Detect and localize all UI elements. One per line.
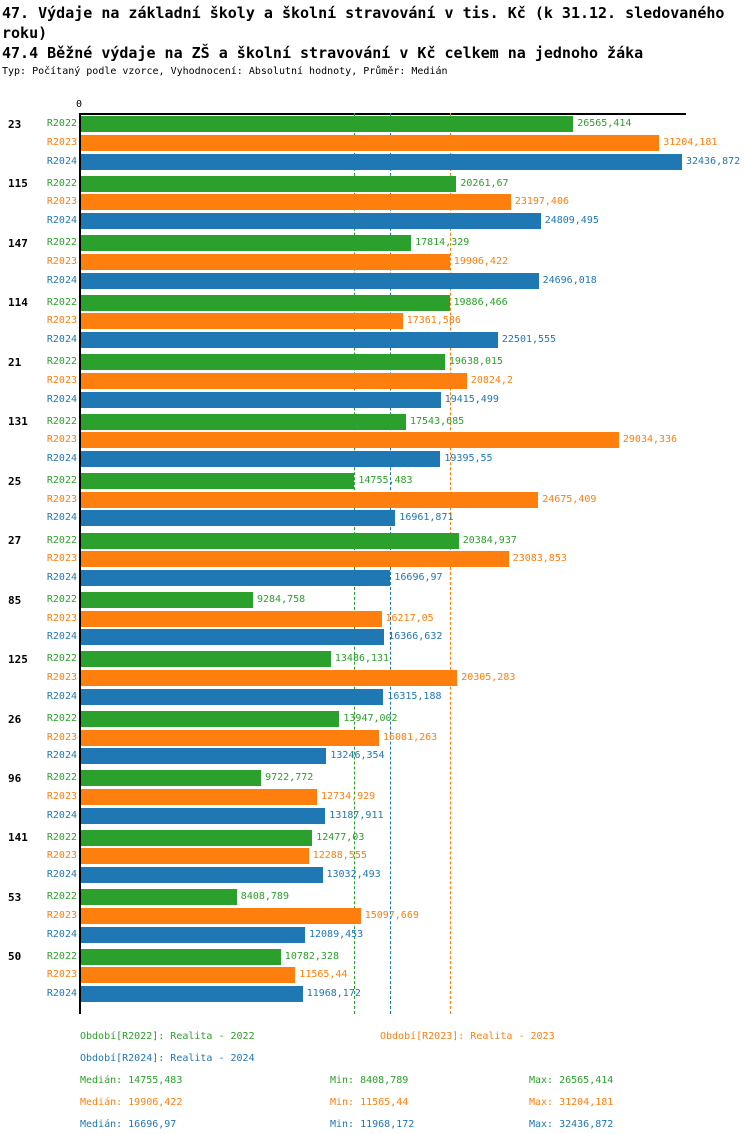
category-label: 147 — [8, 236, 28, 250]
value-label: 17814,329 — [415, 237, 470, 249]
stat-median-R2022: Medián: 14755,483 — [80, 1075, 183, 1086]
value-label: 8408,789 — [240, 891, 289, 903]
bar-R2024 — [81, 808, 325, 824]
series-label: R2023 — [46, 255, 77, 267]
series-label: R2023 — [46, 137, 77, 149]
bar-row — [0, 806, 750, 825]
category-label: 96 — [8, 771, 22, 785]
bar-R2024 — [81, 273, 539, 289]
stat-min-R2022: Min: 8408,789 — [330, 1075, 409, 1086]
value-label: 26565,414 — [577, 118, 632, 130]
value-label: 20824,2 — [470, 374, 513, 386]
series-label: R2023 — [46, 612, 77, 624]
stat-median-R2023: Medián: 19906,422 — [80, 1097, 183, 1108]
bar-R2023 — [81, 908, 361, 924]
stat-median-R2024: Medián: 16696,97 — [80, 1119, 177, 1130]
bar-row — [0, 353, 750, 372]
category-label: 115 — [8, 177, 28, 191]
value-label: 17543,685 — [410, 415, 465, 427]
bar-row — [0, 985, 750, 1004]
bar-row — [0, 174, 750, 193]
bar-R2024 — [81, 986, 303, 1002]
bar-R2024 — [81, 570, 390, 586]
bar-group — [0, 591, 750, 647]
bar-row — [0, 866, 750, 885]
bar-row — [0, 271, 750, 290]
bar-row — [0, 687, 750, 706]
value-label: 24696,018 — [542, 274, 597, 286]
series-label: R2023 — [46, 791, 77, 803]
bar-row — [0, 293, 750, 312]
bar-R2023 — [81, 848, 309, 864]
bar-R2024 — [81, 451, 440, 467]
series-label: R2024 — [46, 690, 77, 702]
value-label: 13246,354 — [330, 750, 385, 762]
bar-group — [0, 710, 750, 766]
bar-row — [0, 115, 750, 134]
bar-chart — [0, 99, 750, 1018]
bar-R2024 — [81, 392, 441, 408]
bar-row — [0, 431, 750, 450]
bar-R2023 — [81, 492, 538, 508]
bar-R2024 — [81, 927, 305, 943]
series-label: R2024 — [46, 809, 77, 821]
value-label: 23197,406 — [514, 196, 569, 208]
series-label: R2023 — [46, 434, 77, 446]
category-label: 53 — [8, 890, 22, 904]
category-label: 26 — [8, 712, 22, 726]
value-label: 31204,181 — [663, 137, 718, 149]
series-label: R2022 — [46, 237, 77, 249]
category-label: 27 — [8, 534, 22, 548]
bar-R2024 — [81, 213, 541, 229]
legend-item-R2024: Období[R2024]: Realita - 2024 — [80, 1053, 255, 1064]
value-label: 16696,97 — [394, 571, 443, 583]
bar-row — [0, 331, 750, 350]
bar-row — [0, 947, 750, 966]
series-label: R2024 — [46, 393, 77, 405]
bar-R2024 — [81, 629, 384, 645]
bar-group — [0, 234, 750, 290]
bar-R2024 — [81, 689, 383, 705]
series-label: R2024 — [46, 215, 77, 227]
bar-row — [0, 888, 750, 907]
bar-R2023 — [81, 373, 467, 389]
x-axis-zero-label: 0 — [76, 99, 83, 110]
bar-row — [0, 212, 750, 231]
bar-row — [0, 390, 750, 409]
value-label: 12089,453 — [309, 928, 364, 940]
category-label: 114 — [8, 296, 28, 310]
chart-legend — [0, 1031, 750, 1075]
bar-row — [0, 412, 750, 431]
bar-R2022 — [81, 235, 411, 251]
bar-row — [0, 569, 750, 588]
series-label: R2023 — [46, 731, 77, 743]
series-label: R2022 — [46, 177, 77, 189]
bar-row — [0, 509, 750, 528]
category-label: 23 — [8, 118, 22, 131]
stat-max-R2024: Max: 32436,872 — [529, 1119, 614, 1130]
report-meta: Typ: Počítaný podle vzorce, Vyhodnocení: Absolutní hodnoty, Průměr: Medián — [2, 66, 448, 77]
series-label: R2022 — [46, 891, 77, 903]
bar-R2022 — [81, 592, 253, 608]
series-label: R2023 — [46, 672, 77, 684]
category-label: 85 — [8, 593, 22, 607]
series-label: R2024 — [46, 334, 77, 346]
bar-R2023 — [81, 967, 295, 983]
bar-R2023 — [81, 551, 509, 567]
series-label: R2023 — [46, 493, 77, 505]
series-label: R2022 — [46, 534, 77, 546]
series-label: R2023 — [46, 969, 77, 981]
bar-R2022 — [81, 533, 459, 549]
bar-row — [0, 728, 750, 747]
bar-group — [0, 174, 750, 230]
legend-item-R2023: Období[R2023]: Realita - 2023 — [380, 1031, 555, 1042]
category-label: 25 — [8, 474, 22, 488]
series-label: R2022 — [46, 593, 77, 605]
value-label: 24809,495 — [544, 215, 599, 227]
bar-row — [0, 650, 750, 669]
value-label: 20384,937 — [462, 534, 517, 546]
bar-R2023 — [81, 135, 659, 151]
bar-group — [0, 828, 750, 884]
value-label: 13486,131 — [334, 653, 390, 665]
value-label: 22501,555 — [501, 334, 557, 346]
stat-max-R2023: Max: 31204,181 — [529, 1097, 614, 1108]
series-label: R2023 — [46, 553, 77, 565]
value-label: 13947,002 — [343, 712, 398, 724]
chart-stats — [0, 1075, 750, 1134]
bar-R2022 — [81, 949, 281, 965]
bar-R2022 — [81, 830, 312, 846]
bar-group — [0, 531, 750, 587]
bar-row — [0, 828, 750, 847]
bar-R2022 — [81, 651, 331, 667]
value-label: 20305,283 — [461, 672, 516, 684]
bar-R2024 — [81, 154, 682, 170]
series-label: R2024 — [46, 452, 77, 464]
series-label: R2022 — [46, 712, 77, 724]
series-label: R2024 — [46, 571, 77, 583]
value-label: 12477,03 — [316, 831, 365, 843]
series-label: R2023 — [46, 196, 77, 208]
report-title: 47. Výdaje na základní školy a školní stravování v tis. Kč (k 31.12. sledovaného roku) — [2, 4, 725, 42]
bar-R2023 — [81, 670, 457, 686]
series-label: R2022 — [46, 831, 77, 843]
category-label: 131 — [8, 415, 28, 429]
value-label: 16217,05 — [385, 612, 434, 624]
bar-group — [0, 353, 750, 409]
bar-R2022 — [81, 770, 261, 786]
bar-R2023 — [81, 313, 403, 329]
bar-row — [0, 550, 750, 569]
bar-row — [0, 134, 750, 153]
series-label: R2022 — [46, 356, 77, 368]
value-label: 19415,499 — [444, 393, 499, 405]
bar-group — [0, 888, 750, 944]
value-label: 16366,632 — [388, 631, 443, 643]
value-label: 16961,871 — [399, 512, 454, 524]
category-label: 141 — [8, 831, 28, 845]
bar-group — [0, 115, 750, 171]
value-label: 20261,67 — [460, 177, 509, 189]
series-label: R2024 — [46, 155, 77, 167]
series-label: R2024 — [46, 631, 77, 643]
series-label: R2022 — [46, 296, 77, 308]
legend-item-R2022: Období[R2022]: Realita - 2022 — [80, 1031, 255, 1042]
bar-row — [0, 253, 750, 272]
value-label: 24675,409 — [542, 493, 597, 505]
series-label: R2024 — [46, 750, 77, 762]
value-label: 11968,172 — [306, 988, 361, 1000]
value-label: 23083,853 — [512, 553, 567, 565]
bar-row — [0, 669, 750, 688]
stat-min-R2024: Min: 11968,172 — [330, 1119, 415, 1130]
bar-row — [0, 490, 750, 509]
bar-R2022 — [81, 473, 354, 489]
value-label: 19638,015 — [448, 356, 504, 368]
bar-group — [0, 472, 750, 528]
bar-R2023 — [81, 730, 379, 746]
bar-R2022 — [81, 116, 573, 132]
bar-row — [0, 609, 750, 628]
value-label: 13187,911 — [329, 809, 384, 821]
bar-row — [0, 847, 750, 866]
series-label: R2023 — [46, 315, 77, 327]
bar-row — [0, 966, 750, 985]
bar-groups — [0, 115, 750, 1007]
value-label: 12734,929 — [321, 791, 376, 803]
value-label: 29034,336 — [622, 434, 678, 446]
bar-R2023 — [81, 611, 382, 627]
series-label: R2022 — [46, 118, 77, 130]
value-label: 16081,263 — [383, 731, 438, 743]
bar-row — [0, 591, 750, 610]
bar-row — [0, 925, 750, 944]
report-subtitle: 47.4 Běžné výdaje na ZŠ a školní stravování v Kč celkem na jednoho žáka — [2, 44, 644, 62]
value-label: 17361,586 — [406, 315, 461, 327]
value-label: 32436,872 — [686, 155, 741, 167]
bar-group — [0, 769, 750, 825]
bar-R2024 — [81, 332, 498, 348]
value-label: 15097,669 — [364, 909, 419, 921]
category-label: 50 — [8, 950, 22, 964]
bar-row — [0, 531, 750, 550]
value-label: 9722,772 — [265, 772, 314, 784]
bar-R2022 — [81, 176, 456, 192]
value-label: 19395,55 — [444, 452, 493, 464]
value-label: 16315,188 — [387, 690, 442, 702]
bar-row — [0, 710, 750, 729]
series-label: R2022 — [46, 950, 77, 962]
bar-R2024 — [81, 748, 326, 764]
bar-row — [0, 747, 750, 766]
bar-row — [0, 450, 750, 469]
bar-R2023 — [81, 254, 450, 270]
series-label: R2022 — [46, 772, 77, 784]
series-label: R2024 — [46, 988, 77, 1000]
bar-R2022 — [81, 354, 445, 370]
value-label: 9284,758 — [257, 593, 306, 605]
series-label: R2022 — [46, 653, 77, 665]
bar-row — [0, 472, 750, 491]
bar-row — [0, 152, 750, 171]
value-label: 19906,422 — [453, 255, 508, 267]
bar-R2022 — [81, 711, 339, 727]
bar-row — [0, 788, 750, 807]
bar-row — [0, 372, 750, 391]
bar-row — [0, 193, 750, 212]
bar-R2023 — [81, 789, 317, 805]
bar-R2023 — [81, 432, 619, 448]
bar-R2023 — [81, 194, 511, 210]
series-label: R2023 — [46, 374, 77, 386]
stat-max-R2022: Max: 26565,414 — [529, 1075, 614, 1086]
series-label: R2023 — [46, 909, 77, 921]
bar-row — [0, 234, 750, 253]
bar-group — [0, 293, 750, 349]
bar-R2024 — [81, 867, 323, 883]
bar-R2022 — [81, 295, 450, 311]
value-label: 11565,44 — [299, 969, 348, 981]
bar-row — [0, 907, 750, 926]
category-label: 21 — [8, 355, 22, 369]
category-label: 125 — [8, 653, 28, 667]
value-label: 13032,493 — [326, 869, 381, 881]
series-label: R2022 — [46, 415, 77, 427]
bar-group — [0, 650, 750, 706]
bar-row — [0, 628, 750, 647]
series-label: R2024 — [46, 928, 77, 940]
series-label: R2024 — [46, 869, 77, 881]
bar-group — [0, 412, 750, 468]
bar-R2022 — [81, 414, 406, 430]
bar-row — [0, 312, 750, 331]
series-label: R2024 — [46, 274, 77, 286]
value-label: 12288,555 — [312, 850, 367, 862]
bar-R2024 — [81, 510, 395, 526]
value-label: 10782,328 — [284, 950, 339, 962]
bar-row — [0, 769, 750, 788]
series-label: R2023 — [46, 850, 77, 862]
bar-R2022 — [81, 889, 237, 905]
series-label: R2024 — [46, 512, 77, 524]
series-label: R2022 — [46, 475, 77, 487]
bar-group — [0, 947, 750, 1003]
stat-min-R2023: Min: 11565,44 — [330, 1097, 409, 1108]
value-label: 14755,483 — [358, 475, 413, 487]
value-label: 19886,466 — [453, 296, 508, 308]
